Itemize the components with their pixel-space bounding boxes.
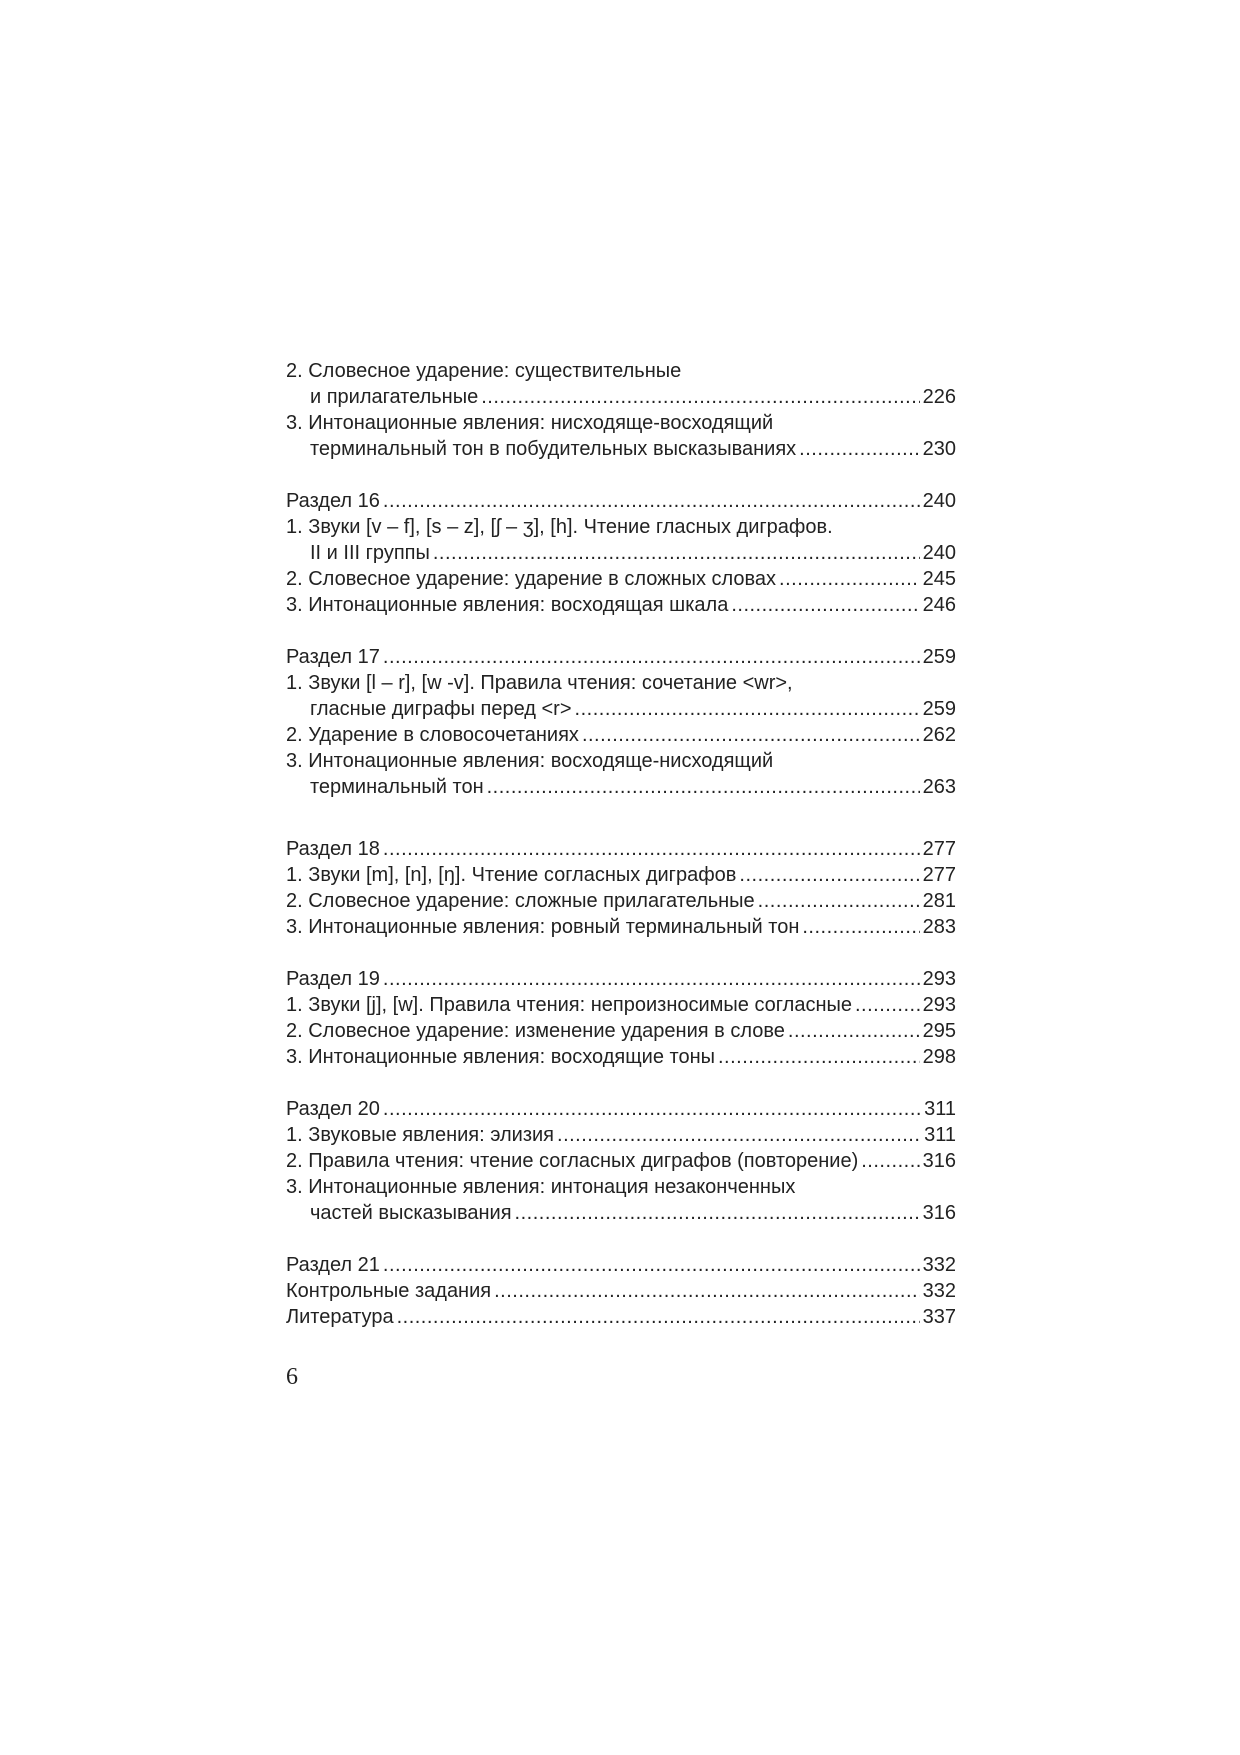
toc-entry-title: Раздел 20 <box>286 1098 380 1120</box>
group-spacer <box>286 1070 956 1096</box>
dot-leader <box>739 862 919 888</box>
group-spacer <box>286 462 956 488</box>
toc-entry-title: 2. Словесное ударение: ударение в сложных словах <box>286 568 777 590</box>
toc-page-number: 230 <box>922 438 956 460</box>
toc-entry[interactable] <box>286 592 956 618</box>
toc-group <box>286 1252 956 1330</box>
toc-line <box>286 1200 956 1226</box>
toc-line <box>286 1018 956 1044</box>
toc-line <box>286 436 956 462</box>
toc-entry-title: Раздел 16 <box>286 490 380 512</box>
toc-page-number: 277 <box>922 838 956 860</box>
dot-leader <box>799 436 919 462</box>
toc-entry-title: 1. Звуковые явления: элизия <box>286 1124 555 1146</box>
toc-entry-title: терминальный тон в побудительных высказываниях <box>310 438 797 460</box>
toc-entry[interactable] <box>286 358 956 410</box>
toc-line <box>286 722 956 748</box>
toc-page-number: 263 <box>922 776 956 798</box>
toc-group <box>286 966 956 1070</box>
toc-line <box>286 540 956 566</box>
toc-entry-title: 3. Интонационные явления: восходящие тоны <box>286 1046 715 1068</box>
toc-entry-title: 3. Интонационные явления: интонация незаконченных <box>286 1176 796 1198</box>
toc-entry-title: 3. Интонационные явления: восходящая шкала <box>286 594 729 616</box>
toc-page-number: 246 <box>922 594 956 616</box>
page-number: 6 <box>286 1364 298 1390</box>
toc-page-number: 311 <box>924 1098 956 1120</box>
toc-entry[interactable] <box>286 1278 956 1304</box>
dot-leader <box>802 914 919 940</box>
toc-line <box>286 1304 956 1330</box>
toc-group <box>286 358 956 462</box>
dot-leader <box>718 1044 920 1070</box>
toc-line <box>286 748 956 774</box>
toc-line <box>286 488 956 514</box>
toc-page-number: 240 <box>922 490 956 512</box>
toc-entry[interactable] <box>286 748 956 800</box>
toc-page-number: 226 <box>922 386 956 408</box>
toc-page-number: 240 <box>922 542 956 564</box>
dot-leader <box>788 1018 920 1044</box>
toc-line <box>286 670 956 696</box>
toc-entry-title: 3. Интонационные явления: ровный терминальный тон <box>286 916 800 938</box>
toc-entry[interactable] <box>286 836 956 862</box>
toc-entry-title: 2. Словесное ударение: изменение ударения в слове <box>286 1020 785 1042</box>
toc-line <box>286 774 956 800</box>
group-spacer <box>286 1226 956 1252</box>
dot-leader <box>861 1148 919 1174</box>
dot-leader <box>575 696 920 722</box>
toc-page-number: 316 <box>922 1150 956 1172</box>
dot-leader <box>855 992 920 1018</box>
toc-entry[interactable] <box>286 1122 956 1148</box>
toc-line <box>286 514 956 540</box>
group-spacer <box>286 940 956 966</box>
toc-entry[interactable] <box>286 644 956 670</box>
toc-line <box>286 644 956 670</box>
toc-entry-title: частей высказывания <box>310 1202 512 1224</box>
toc-entry-title: 3. Интонационные явления: нисходяще-восходящий <box>286 412 774 434</box>
dot-leader <box>481 384 919 410</box>
toc-page-number: 337 <box>922 1306 956 1328</box>
toc-entry[interactable] <box>286 1148 956 1174</box>
toc-group <box>286 836 956 940</box>
dot-leader <box>758 888 920 914</box>
dot-leader <box>383 966 920 992</box>
dot-leader <box>487 774 920 800</box>
toc-entry-title: 1. Звуки [v – f], [s – z], [ʃ – ʒ], [h]. Чтение гласных диграфов. <box>286 516 833 538</box>
toc-entry[interactable] <box>286 1018 956 1044</box>
dot-leader <box>383 836 920 862</box>
dot-leader <box>731 592 919 618</box>
toc-entry-title: 2. Правила чтения: чтение согласных диграфов (повторение) <box>286 1150 859 1172</box>
toc-page-number: 332 <box>922 1254 956 1276</box>
toc-entry-title: 1. Звуки [l – r], [w -v]. Правила чтения: сочетание <wr>, <box>286 672 793 694</box>
toc-entry-title: Литература <box>286 1306 394 1328</box>
toc-entry[interactable] <box>286 1096 956 1122</box>
toc-entry[interactable] <box>286 410 956 462</box>
toc-line <box>286 384 956 410</box>
toc-entry-title: 2. Словесное ударение: сложные прилагательные <box>286 890 755 912</box>
toc-line <box>286 1252 956 1278</box>
group-spacer <box>286 618 956 644</box>
toc-entry[interactable] <box>286 566 956 592</box>
dot-leader <box>397 1304 920 1330</box>
dot-leader <box>383 644 920 670</box>
toc-line <box>286 592 956 618</box>
toc-entry[interactable] <box>286 670 956 722</box>
toc-line <box>286 566 956 592</box>
toc-line <box>286 888 956 914</box>
toc-line <box>286 862 956 888</box>
toc-group <box>286 1096 956 1226</box>
toc-page-number: 283 <box>922 916 956 938</box>
toc-line <box>286 992 956 1018</box>
toc-line <box>286 966 956 992</box>
toc-page-number: 295 <box>922 1020 956 1042</box>
toc-entry[interactable] <box>286 514 956 566</box>
toc-entry-title: 2. Словесное ударение: существительные <box>286 360 682 382</box>
toc-entry[interactable] <box>286 888 956 914</box>
toc-page-number: 259 <box>922 698 956 720</box>
toc-page-number: 332 <box>922 1280 956 1302</box>
toc-entry-title: Раздел 18 <box>286 838 380 860</box>
toc-line <box>286 1148 956 1174</box>
toc-line <box>286 914 956 940</box>
dot-leader <box>433 540 920 566</box>
toc-line <box>286 1174 956 1200</box>
dot-leader <box>383 1096 921 1122</box>
toc-line <box>286 1122 956 1148</box>
dot-leader <box>515 1200 920 1226</box>
toc-entry-title: II и III группы <box>310 542 430 564</box>
toc-page-number: 281 <box>922 890 956 912</box>
toc-group <box>286 644 956 800</box>
dot-leader <box>383 1252 920 1278</box>
toc-line <box>286 1278 956 1304</box>
toc-entry-title: Контрольные задания <box>286 1280 492 1302</box>
toc-page-number: 293 <box>922 968 956 990</box>
toc-entry-title: и прилагательные <box>310 386 479 408</box>
toc-entry[interactable] <box>286 966 956 992</box>
dot-leader <box>494 1278 920 1304</box>
toc-line <box>286 1096 956 1122</box>
toc-entry[interactable] <box>286 1304 956 1330</box>
toc-entry[interactable] <box>286 862 956 888</box>
dot-leader <box>582 722 920 748</box>
dot-leader <box>383 488 920 514</box>
toc-line <box>286 836 956 862</box>
toc-entry-title: терминальный тон <box>310 776 484 798</box>
toc-entry-title: 1. Звуки [j], [w]. Правила чтения: непроизносимые согласные <box>286 994 852 1016</box>
toc-entry[interactable] <box>286 1174 956 1226</box>
toc-entry[interactable] <box>286 1044 956 1070</box>
toc-page-number: 277 <box>922 864 956 886</box>
toc-line <box>286 1044 956 1070</box>
dot-leader <box>779 566 920 592</box>
group-spacer <box>286 800 956 836</box>
toc-entry[interactable] <box>286 1252 956 1278</box>
toc-entry-title: Раздел 17 <box>286 646 380 668</box>
toc-entry-title: Раздел 21 <box>286 1254 380 1276</box>
toc-entry[interactable] <box>286 722 956 748</box>
toc-entry-title: гласные диграфы перед <r> <box>310 698 572 720</box>
toc-page-number: 316 <box>922 1202 956 1224</box>
toc-page-number: 259 <box>922 646 956 668</box>
toc-page-number: 311 <box>924 1124 956 1146</box>
toc-page-number: 262 <box>922 724 956 746</box>
toc-page-number: 298 <box>922 1046 956 1068</box>
toc-entry-title: Раздел 19 <box>286 968 380 990</box>
table-of-contents <box>286 358 956 1330</box>
toc-line <box>286 358 956 384</box>
toc-entry[interactable] <box>286 914 956 940</box>
dot-leader <box>557 1122 921 1148</box>
toc-line <box>286 410 956 436</box>
toc-line <box>286 696 956 722</box>
toc-entry[interactable] <box>286 488 956 514</box>
toc-entry-title: 1. Звуки [m], [n], [ŋ]. Чтение согласных диграфов <box>286 864 737 886</box>
toc-entry[interactable] <box>286 992 956 1018</box>
toc-entry-title: 3. Интонационные явления: восходяще-нисходящий <box>286 750 774 772</box>
toc-page-number: 293 <box>922 994 956 1016</box>
toc-entry-title: 2. Ударение в словосочетаниях <box>286 724 579 746</box>
toc-page-number: 245 <box>922 568 956 590</box>
toc-group <box>286 488 956 618</box>
